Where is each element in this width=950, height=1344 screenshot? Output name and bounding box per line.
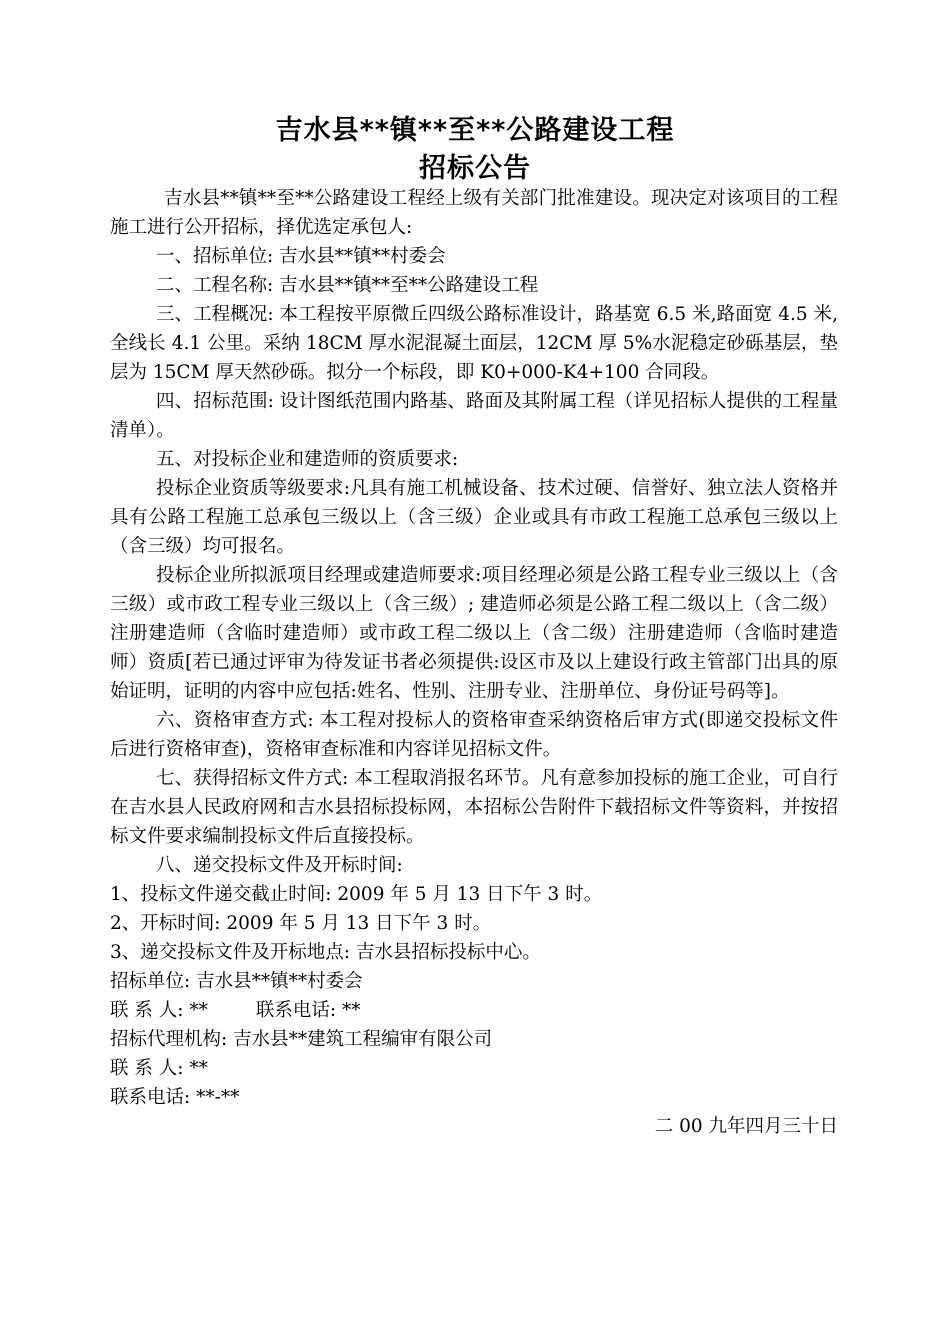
section-5-builder: 投标企业所拟派项目经理或建造师要求:项目经理必须是公路工程专业三级以上（含三级）或市政工程专业三级以上（含三级）; 建造师必须是公路工程二级以上（含二级）注册建造师（含临时建造师）或市政工程二级以上（含二级）注册建造师（含临时建造师）资质[若已通过评审为待发证书者必须提供:设区市及以上建设行政主管部门出具的原始证明，证明的内容中应包括:姓名、性别、注册专业、注册单位、身份证号码等]。 bbox=[110, 565, 838, 702]
document-body bbox=[110, 184, 838, 1141]
document-title: 吉水县**镇**至**公路建设工程 bbox=[275, 115, 675, 146]
section-5: 五、对投标企业和建造师的资质要求: bbox=[156, 449, 459, 470]
section-2: 二、工程名称: 吉水县**镇**至**公路建设工程 bbox=[156, 275, 539, 296]
contact-person-2: 联 系 人: ** bbox=[110, 1058, 208, 1079]
contact-person-1: 联 系 人: ** bbox=[110, 1000, 208, 1021]
contact-phone-1: 联系电话: ** bbox=[255, 1000, 361, 1021]
section-8: 八、递交投标文件及开标时间: bbox=[156, 855, 403, 876]
section-5-enterprise: 投标企业资质等级要求:凡具有施工机械设备、技术过硬、信誉好、独立法人资格并具有公路工程施工总承包三级以上（含三级）企业或具有市政工程施工总承包三级以上（含三级）均可报名。 bbox=[110, 478, 838, 557]
section-6: 六、资格审查方式: 本工程对投标人的资格审查采纳资格后审方式(即递交投标文件后进行资格审查)，资格审查标准和内容详见招标文件。 bbox=[110, 710, 838, 760]
contact-unit: 招标单位: 吉水县**镇**村委会 bbox=[110, 971, 363, 992]
section-4: 四、招标范围: 设计图纸范围内路基、路面及其附属工程（详见招标人提供的工程量清单）。 bbox=[110, 391, 838, 441]
contact-agency: 招标代理机构: 吉水县**建筑工程编审有限公司 bbox=[110, 1029, 493, 1050]
section-1: 一、招标单位: 吉水县**镇**村委会 bbox=[156, 246, 446, 267]
list-item-3: 3、递交投标文件及开标地点: 吉水县招标投标中心。 bbox=[110, 942, 541, 963]
document-date: 二 00 九年四月三十日 bbox=[654, 1116, 838, 1137]
section-3: 三、工程概况: 本工程按平原微丘四级公路标准设计，路基宽 6.5 米,路面宽 4.5 米,全线长 4.1 公里。采纳 18CM 厚水泥混凝土面层，12CM 厚 5%水泥稳定砂砾基层，垫层为 15CM 厚天然砂砾。拟分一个标段，即 K0+000-K4+100 合同段。 bbox=[110, 304, 838, 383]
contact-phone-2: 联系电话: **-** bbox=[110, 1087, 240, 1108]
document-subtitle: 招标公告 bbox=[419, 153, 531, 184]
list-item-2: 2、开标时间: 2009 年 5 月 13 日下午 3 时。 bbox=[110, 913, 492, 934]
contact-row-1 bbox=[110, 996, 838, 1025]
section-7: 七、获得招标文件方式: 本工程取消报名环节。凡有意参加投标的施工企业，可自行在吉水县人民政府网和吉水县招标投标网，本招标公告附件下载招标文件等资料，并按招标文件要求编制投标文件后直接投标。 bbox=[110, 768, 838, 847]
list-item-1: 1、投标文件递交截止时间: 2009 年 5 月 13 日下午 3 时。 bbox=[110, 884, 603, 905]
intro-paragraph: 吉水县**镇**至**公路建设工程经上级有关部门批准建设。现决定对该项目的工程施工进行公开招标，择优选定承包人: bbox=[110, 188, 838, 238]
